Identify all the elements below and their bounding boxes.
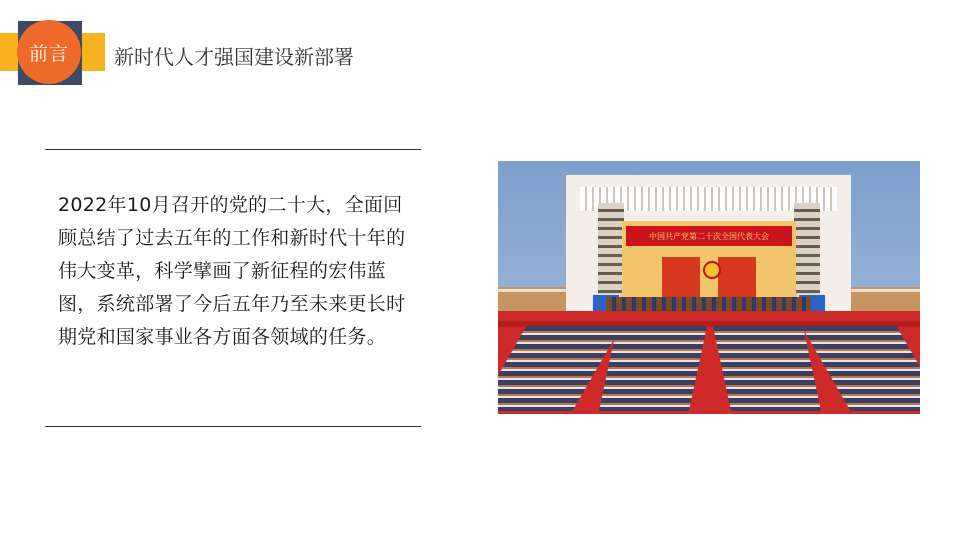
slide-title: 新时代人才强国建设新部署 xyxy=(114,45,354,69)
red-flags-left xyxy=(662,257,700,299)
body-paragraph: 2022年10月召开的党的二十大，全面回顾总结了过去五年的工作和新时代十年的伟大变革，科学擘画了新征程的宏伟蓝图，系统部署了今后五年乃至未来更长时期党和国家事业各方面各领域的任务。 xyxy=(58,194,406,348)
top-divider xyxy=(45,149,421,150)
bottom-divider xyxy=(45,426,421,427)
section-badge-label: 前言 xyxy=(28,42,69,65)
right-balcony-rail xyxy=(845,289,920,292)
section-badge xyxy=(17,20,81,84)
stage-banner: 中国共产党第二十次全国代表大会 xyxy=(626,226,792,246)
red-flags-right xyxy=(718,257,756,299)
seating-section xyxy=(713,326,821,411)
party-emblem-icon xyxy=(703,261,721,279)
left-balcony-rail xyxy=(498,289,573,292)
congress-hall-photo xyxy=(498,161,920,414)
seating-section xyxy=(599,326,707,411)
